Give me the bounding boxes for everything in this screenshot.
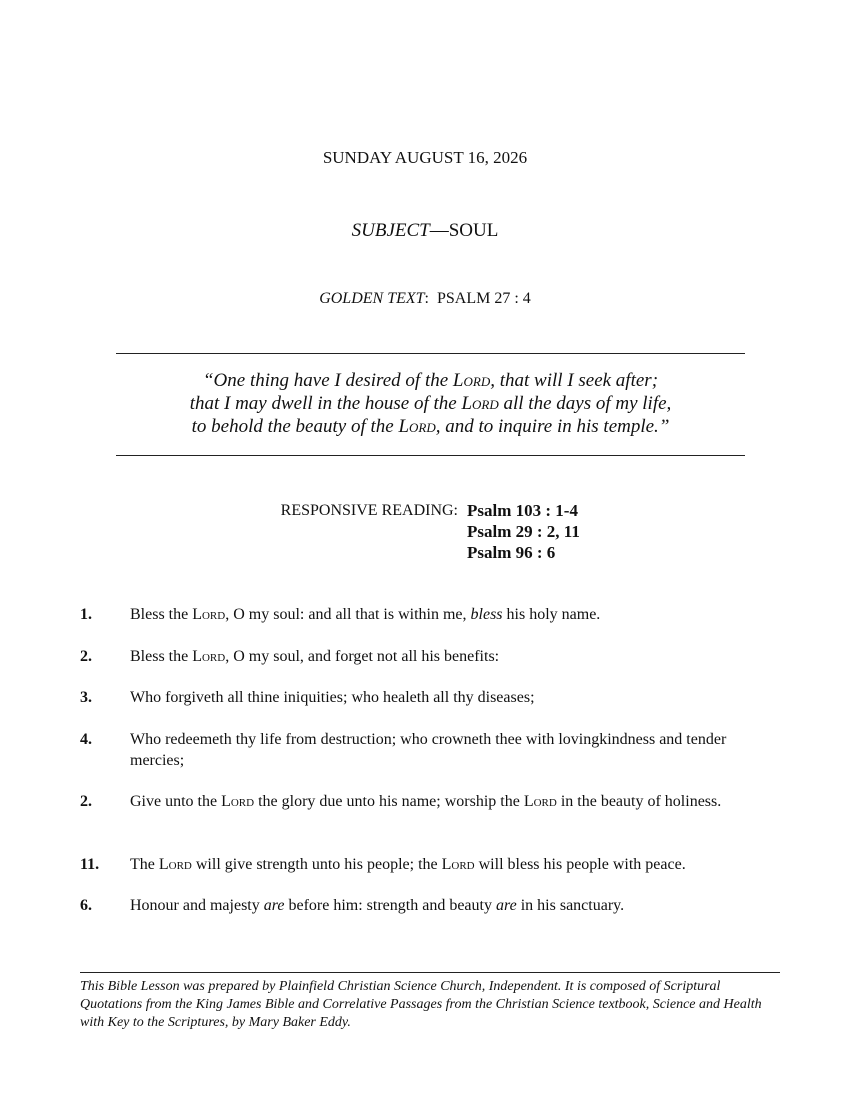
verse-lord: Lord	[523, 793, 557, 810]
verse-text-part: Bless the	[130, 606, 193, 623]
quote-line-3-b: , and to inquire in his temple.	[435, 416, 659, 437]
quote-line-2-b: all the days of my life,	[498, 393, 672, 414]
verse-number: 11.	[80, 856, 100, 873]
subject-value: SOUL	[448, 220, 499, 241]
footer-rule	[80, 972, 780, 973]
verse-text: Who redeemeth thy life from destruction; who crowneth thee with lovingkindness and tender mercies;	[130, 731, 727, 769]
lesson-subject	[0, 220, 850, 242]
verse-emphasis: are	[495, 897, 517, 914]
golden-text-bottom-rule	[116, 455, 745, 456]
verse-lord: Lord	[192, 606, 226, 623]
quote-line-1-b: , that will I seek after;	[490, 370, 659, 391]
verse-emphasis: bless	[470, 606, 503, 623]
verse-text	[130, 791, 780, 812]
verse-text-part: will give strength unto his people; the	[191, 856, 442, 873]
verse-text-part: before him: strength and beauty	[284, 897, 496, 914]
responsive-reading-refs	[467, 500, 580, 563]
verse-text-part: his holy name.	[502, 606, 601, 623]
quote-line-3-a: to behold the beauty of the	[191, 416, 399, 437]
verse-text-part: , O my soul: and all that is within me,	[225, 606, 471, 623]
close-quote: ”	[658, 416, 670, 437]
verse-number: 2.	[80, 648, 92, 665]
verse-number: 1.	[80, 606, 92, 623]
verse-text-part: in his sanctuary.	[516, 897, 625, 914]
subject-label: SUBJECT	[351, 220, 430, 241]
verse-text	[130, 646, 780, 667]
verse-number: 6.	[80, 897, 92, 914]
quote-line-3	[116, 415, 745, 438]
golden-text-top-rule	[116, 353, 745, 354]
golden-text-label: GOLDEN TEXT	[319, 290, 425, 307]
responsive-reading	[0, 500, 850, 564]
responsive-reading-ref: Psalm 103 : 1-4	[467, 501, 578, 520]
verse-lord: Lord	[158, 856, 192, 873]
responsive-reading-label: RESPONSIVE READING:	[280, 502, 458, 519]
verse-lord: Lord	[221, 793, 255, 810]
verse-number: 4.	[80, 731, 92, 748]
golden-text-colon: :	[424, 290, 429, 307]
verse-text-part: , O my soul, and forget not all his benefits:	[225, 648, 500, 665]
verse-text-part: will bless his people with peace.	[474, 856, 686, 873]
verse-text	[130, 604, 780, 625]
verse-text: Who forgiveth all thine iniquities; who healeth all thy diseases;	[130, 689, 535, 706]
verse-text-part: the glory due unto his name; worship the	[254, 793, 524, 810]
verse-text-part: Honour and majesty	[130, 897, 264, 914]
golden-text-ref: PSALM 27 : 4	[437, 290, 531, 307]
quote-line-2	[116, 392, 745, 415]
verse-number: 2.	[80, 793, 92, 810]
subject-dash: —	[429, 220, 449, 241]
verse-text	[130, 895, 780, 916]
verse-text	[130, 854, 780, 875]
verse-text-part: in the beauty of holiness.	[556, 793, 722, 810]
open-quote: “	[202, 370, 214, 391]
verse-emphasis: are	[263, 897, 285, 914]
responsive-reading-ref: Psalm 96 : 6	[467, 543, 556, 562]
verse-text-part: Bless the	[130, 648, 193, 665]
verse-lord: Lord	[192, 648, 226, 665]
quote-line-1-a: One thing have I desired of the	[213, 370, 453, 391]
responsive-reading-ref: Psalm 29 : 2, 11	[467, 522, 580, 541]
quote-lord-2: Lord	[461, 393, 499, 414]
golden-text-quote	[116, 369, 745, 438]
footer-note: This Bible Lesson was prepared by Plainfield Christian Science Church, Independent. It is composed of Scriptural Quotations from the King James Bible and Correlative Passages from the Christian Science textbook, Science and Health with Key to the Scriptures, by Mary Baker Eddy.	[80, 979, 762, 1030]
verse-text-part: The	[130, 856, 159, 873]
verse-lord: Lord	[441, 856, 475, 873]
lesson-date	[0, 148, 850, 168]
quote-lord-1: Lord	[452, 370, 491, 391]
golden-text-heading	[0, 290, 850, 308]
verse-text-part: Give unto the	[130, 793, 222, 810]
quote-line-2-a: that I may dwell in the house of the	[189, 393, 462, 414]
quote-lord-3: Lord	[398, 416, 436, 437]
lesson-date-text: SUNDAY AUGUST 16, 2026	[322, 148, 528, 167]
quote-line-1	[116, 369, 745, 392]
verse-number: 3.	[80, 689, 92, 706]
